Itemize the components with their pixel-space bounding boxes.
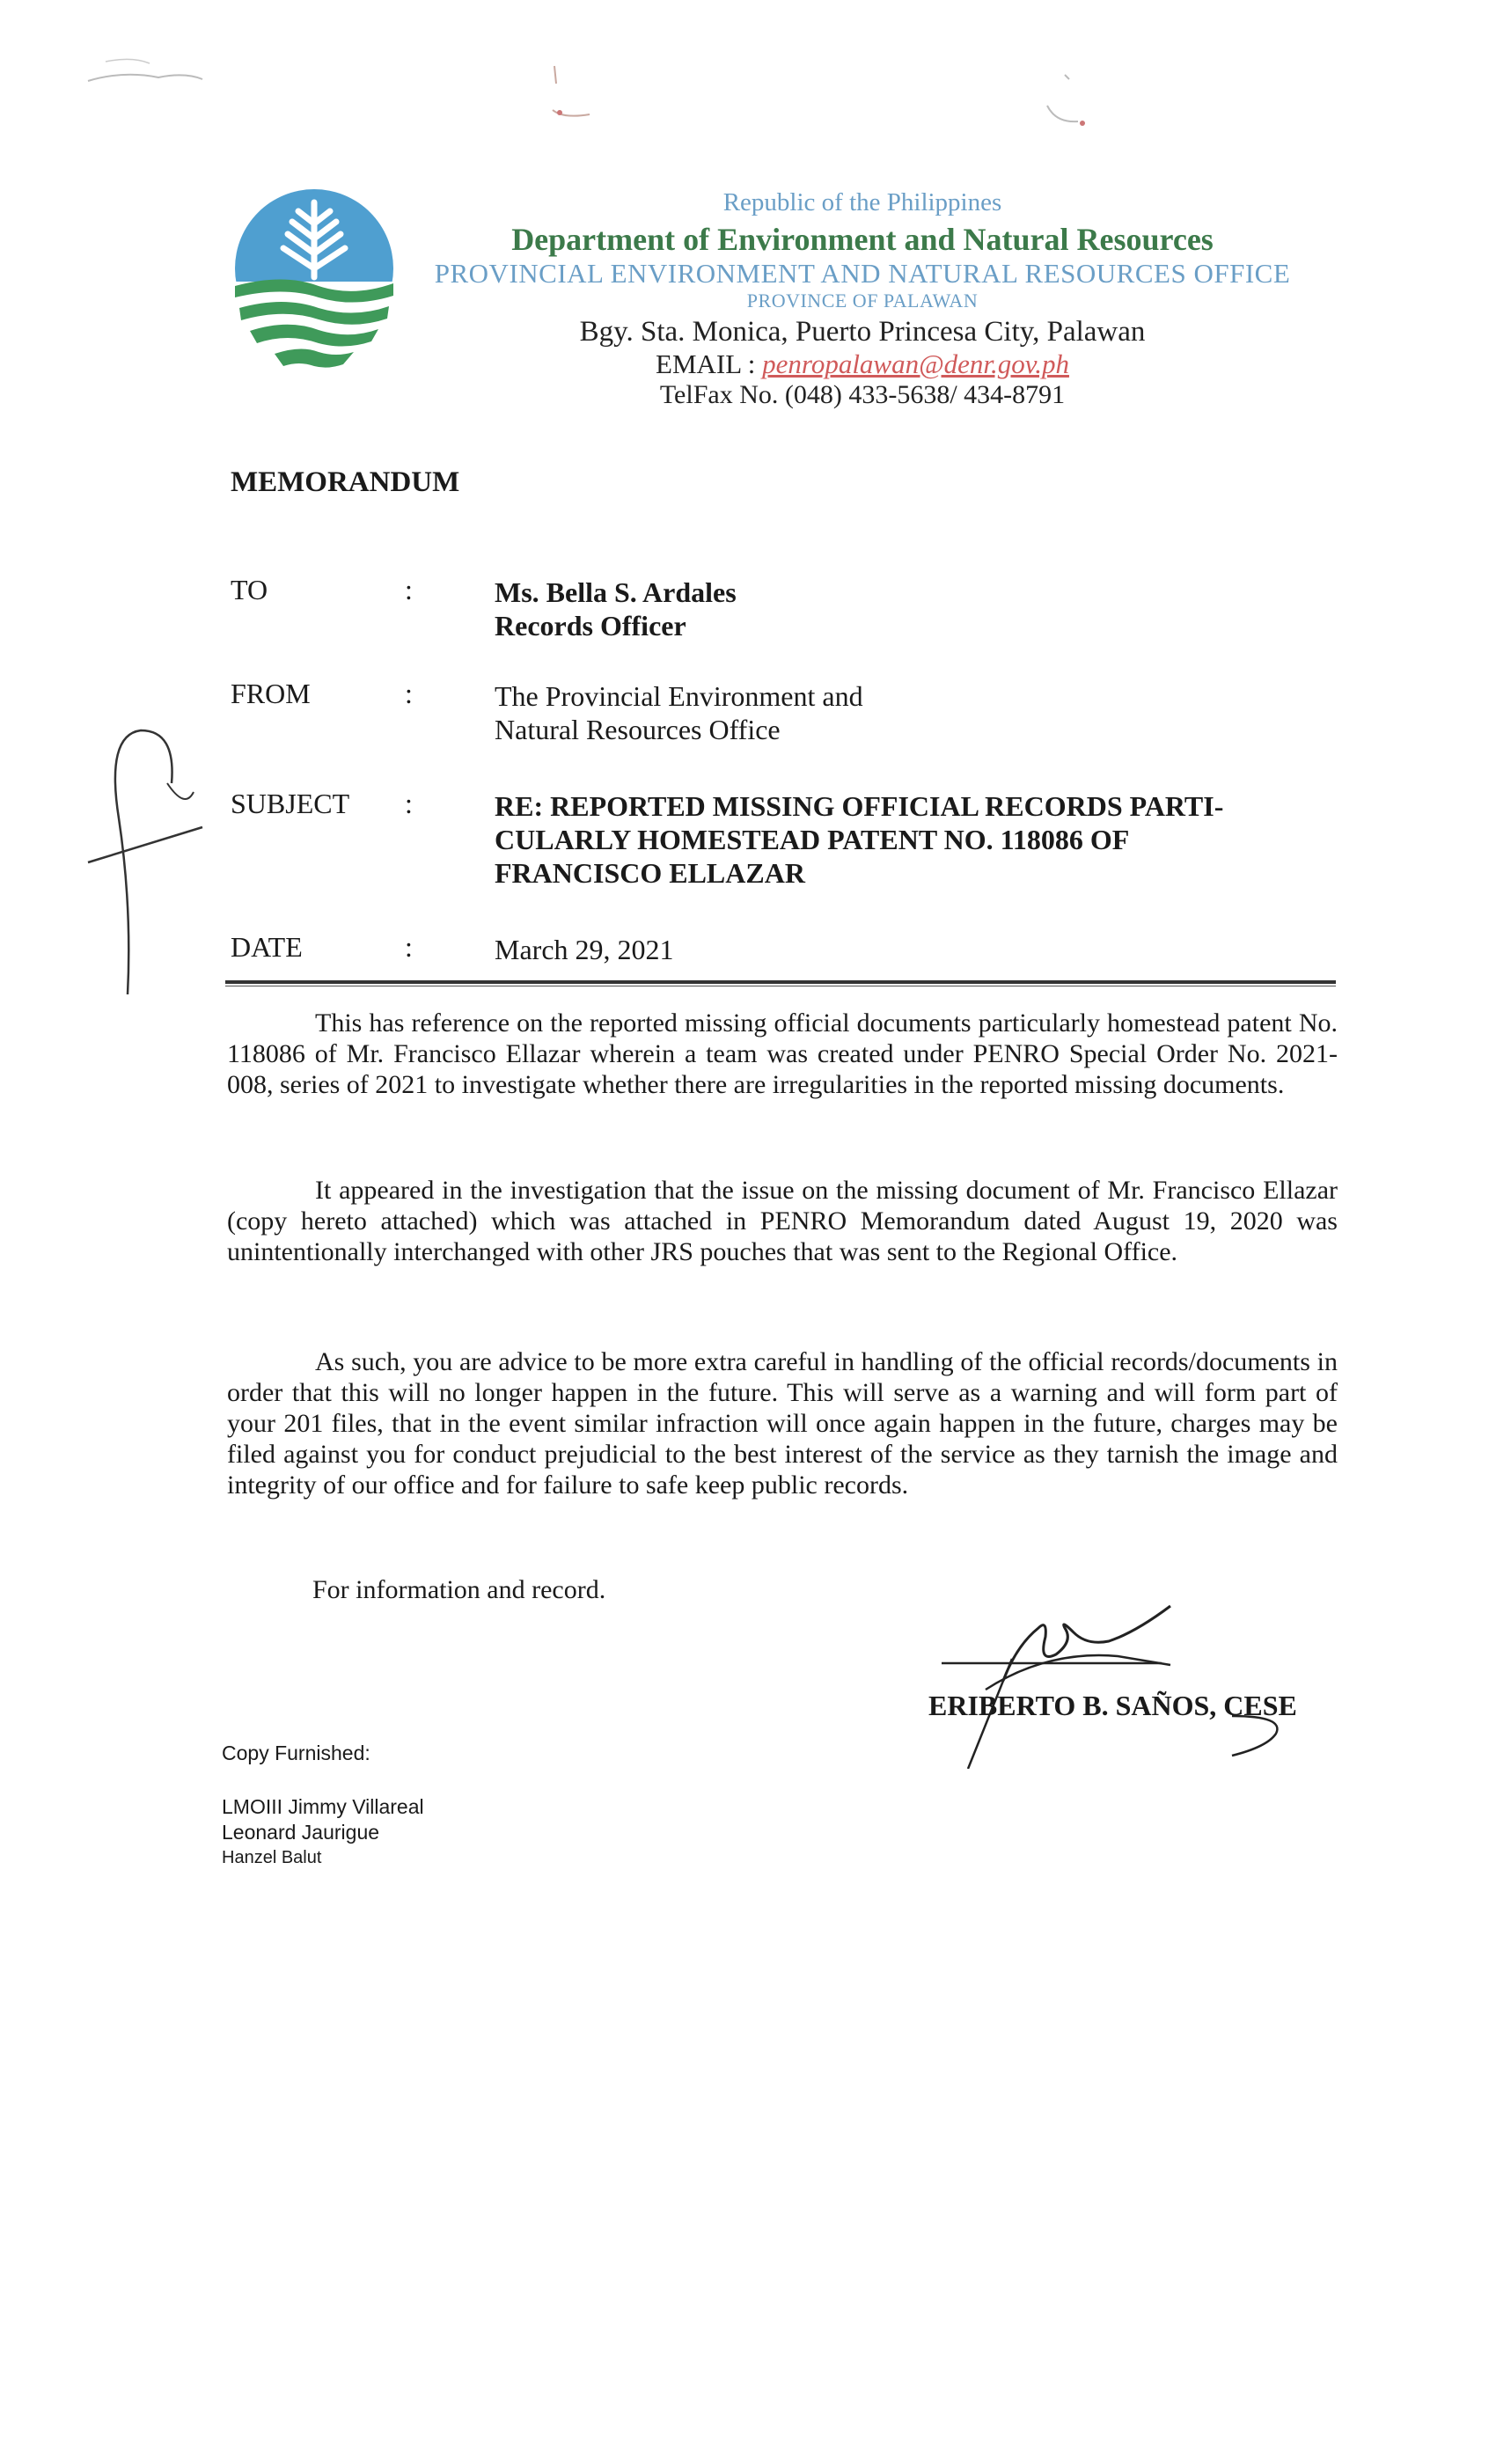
date-value: March 29, 2021 — [495, 934, 674, 965]
cc-name: LMOIII Jimmy Villareal — [222, 1795, 424, 1818]
office-name: PROVINCIAL ENVIRONMENT AND NATURAL RESOURCES OFFICE — [434, 258, 1291, 289]
to-position: Records Officer — [495, 610, 686, 642]
cc-name: Leonard Jaurigue — [222, 1821, 380, 1844]
to-label: TO — [231, 574, 268, 605]
email-line — [378, 348, 1346, 380]
signatory-name: ERIBERTO B. SAÑOS, CESE — [928, 1690, 1297, 1721]
republic-line: Republic of the Philippines — [722, 188, 1002, 216]
subject-colon: : — [405, 788, 413, 819]
copy-furnished — [222, 1741, 424, 1871]
copy-furnished-title: Copy Furnished: — [222, 1742, 370, 1764]
letterhead — [378, 185, 1346, 410]
signature — [933, 1593, 1320, 1769]
from-line1: The Provincial Environment and — [495, 680, 863, 712]
closing-line: For information and record. — [312, 1575, 606, 1604]
date-label: DATE — [231, 931, 303, 963]
subject-text: RE: REPORTED MISSING OFFICIAL RECORDS PARTI-CULARLY HOMESTEAD PATENT NO. 118086 OF FRANCISCO ELLAZAR — [495, 790, 1224, 889]
from-colon: : — [405, 678, 413, 709]
denr-logo — [231, 185, 398, 378]
office-address: Bgy. Sta. Monica, Puerto Princesa City, Palawan — [579, 316, 1146, 348]
scan-marks — [0, 0, 1496, 176]
telfax-line: TelFax No. (048) 433-5638/ 434-8791 — [659, 380, 1066, 409]
margin-initial — [79, 713, 211, 1003]
from-line2: Natural Resources Office — [495, 714, 781, 745]
email-link[interactable]: penropalawan@denr.gov.ph — [762, 348, 1069, 379]
body-paragraph-2: It appeared in the investigation that the issue on the missing document of Mr. Francisco Ellazar (copy hereto attached) which was attached in PENRO Memorandum dated August 19, 2020 was unintentionally interchanged with other JRS pouches that was sent to the Regional Office. — [227, 1176, 1338, 1266]
from-label: FROM — [231, 678, 311, 709]
body-paragraph-1: This has reference on the reported missing official documents particularly homestead patent No. 118086 of Mr. Francisco Ellazar wherein a team was created under PENRO Special Order No. 2021-008, series of 2021 to investigate whether there are irregularities in the reported missing documents. — [227, 1008, 1338, 1099]
memo-title: MEMORANDUM — [231, 466, 460, 498]
to-colon: : — [405, 574, 413, 605]
date-colon: : — [405, 931, 413, 963]
to-name: Ms. Bella S. Ardales — [495, 576, 737, 608]
header-divider — [225, 980, 1336, 984]
province-name: PROVINCE OF PALAWAN — [746, 290, 979, 312]
email-label: EMAIL : — [656, 348, 763, 379]
cc-name: Hanzel Balut — [222, 1848, 322, 1867]
body-paragraph-3: As such, you are advice to be more extra careful in handling of the official records/documents in order that this will no longer happen in the future. This will serve as a warning and will form part of your 201 files, that in the event similar infraction will once again happen in the future, charges may be filed against you for conduct prejudicial to the best interest of the service as they tarnish the image and integrity of our office and for failure to safe keep public records. — [227, 1347, 1338, 1500]
subject-label: SUBJECT — [231, 788, 350, 819]
department-name: Department of Environment and Natural Resources — [511, 222, 1214, 257]
